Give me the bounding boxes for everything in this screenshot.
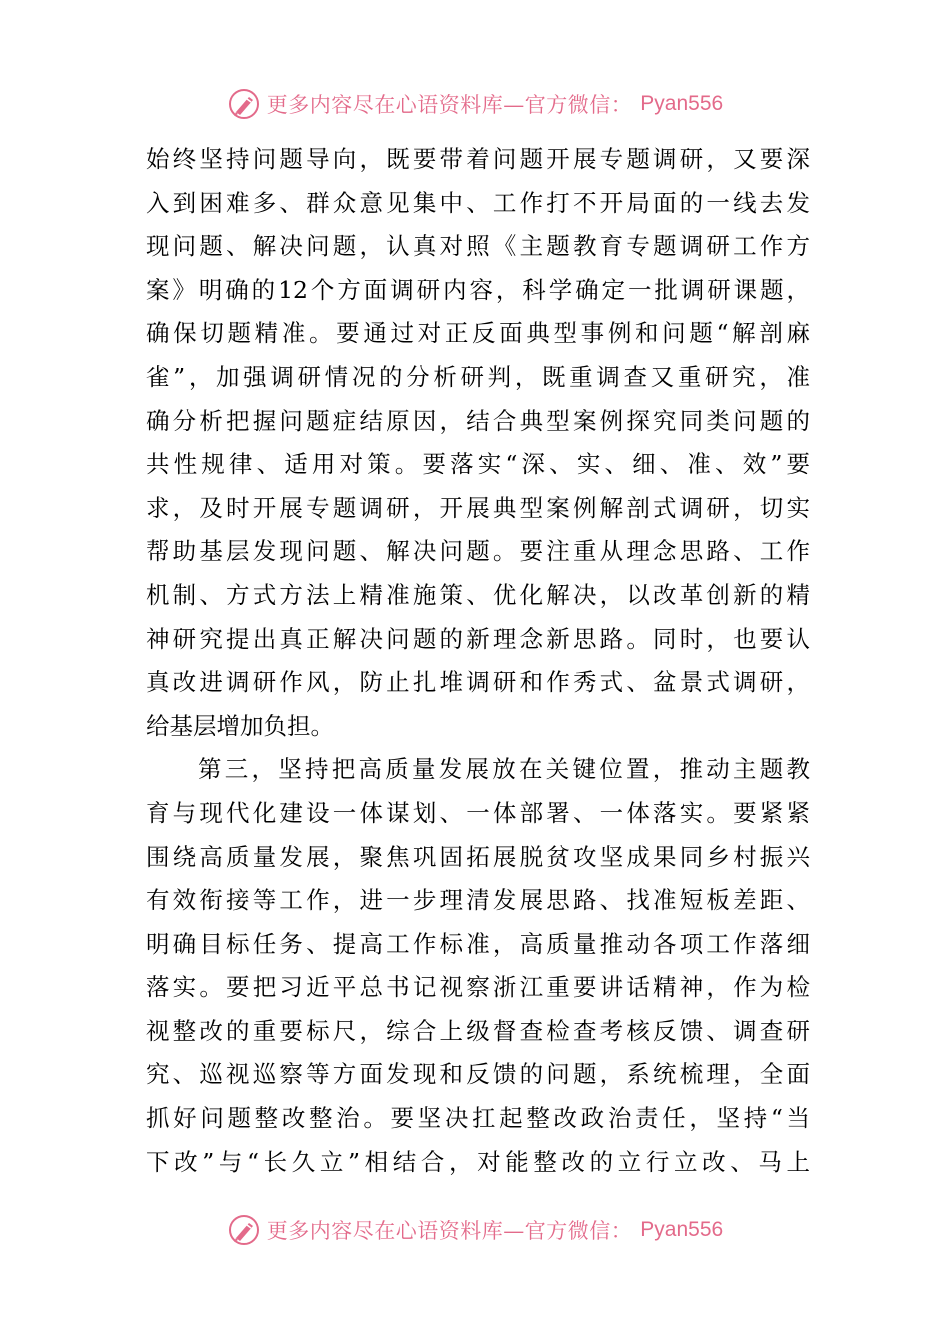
header-banner-handle: Pyan556 [640,92,724,115]
document-body [146,138,810,1184]
footer-banner-text: 更多内容尽在心语资料库—官方微信： [266,1219,633,1243]
header-banner-text: 更多内容尽在心语资料库—官方微信： [266,93,633,117]
text-line: 下改”与“长久立”相结合，对能整改的立行立改、马上 [146,1147,810,1176]
pen-nib-logo-icon [227,87,261,121]
text-line: 帮助基层发现问题、解决问题。要注重从理念思路、工作 [146,537,810,566]
text-line: 育与现代化建设一体谋划、一体部署、一体落实。要紧紧 [146,798,810,827]
footer-banner-handle: Pyan556 [640,1218,724,1241]
text-line: 有效衔接等工作，进一步理清发展思路、找准短板差距、 [146,886,810,915]
text-line: 落实。要把习近平总书记视察浙江重要讲话精神，作为检 [146,973,810,1002]
text-line: 第三，坚持把高质量发展放在关键位置，推动主题教 [198,755,810,784]
text-line: 明确目标任务、提高工作标准，高质量推动各项工作落细 [146,929,810,958]
header-banner [0,84,950,124]
text-line: 围绕高质量发展，聚焦巩固拓展脱贫攻坚成果同乡村振兴 [146,842,810,871]
pen-nib-logo-icon [227,1213,261,1247]
text-line: 神研究提出真正解决问题的新理念新思路。同时，也要认 [146,624,810,653]
text-line: 确保切题精准。要通过对正反面典型事例和问题“解剖麻 [146,319,810,348]
text-line: 求，及时开展专题调研，开展典型案例解剖式调研，切实 [146,493,810,522]
text-line: 共性规律、适用对策。要落实“深、实、细、准、效”要 [146,450,810,479]
text-line: 机制、方式方法上精准施策、优化解决，以改革创新的精 [146,580,810,609]
text-line: 真改进调研作风，防止扎堆调研和作秀式、盆景式调研， [146,668,810,697]
text-line: 确分析把握问题症结原因，结合典型案例探究同类问题的 [146,406,810,435]
text-line: 现问题、解决问题，认真对照《主题教育专题调研工作方 [146,232,810,261]
text-line: 究、巡视巡察等方面发现和反馈的问题，系统梳理，全面 [146,1060,810,1089]
text-line: 视整改的重要标尺，综合上级督查检查考核反馈、调查研 [146,1016,810,1045]
paragraph-2 [146,748,810,1184]
text-line: 入到困难多、群众意见集中、工作打不开局面的一线去发 [146,188,810,217]
text-line: 雀”，加强调研情况的分析研判，既重调查又重研究，准 [146,362,810,391]
text-line: 始终坚持问题导向，既要带着问题开展专题调研，又要深 [146,145,810,173]
paragraph-1 [146,138,810,748]
text-line: 给基层增加负担。 [146,711,334,740]
text-line: 抓好问题整改整治。要坚决扛起整改政治责任，坚持“当 [146,1104,810,1133]
footer-banner [0,1210,950,1250]
text-line: 案》明确的12个方面调研内容，科学确定一批调研课题， [146,275,810,304]
